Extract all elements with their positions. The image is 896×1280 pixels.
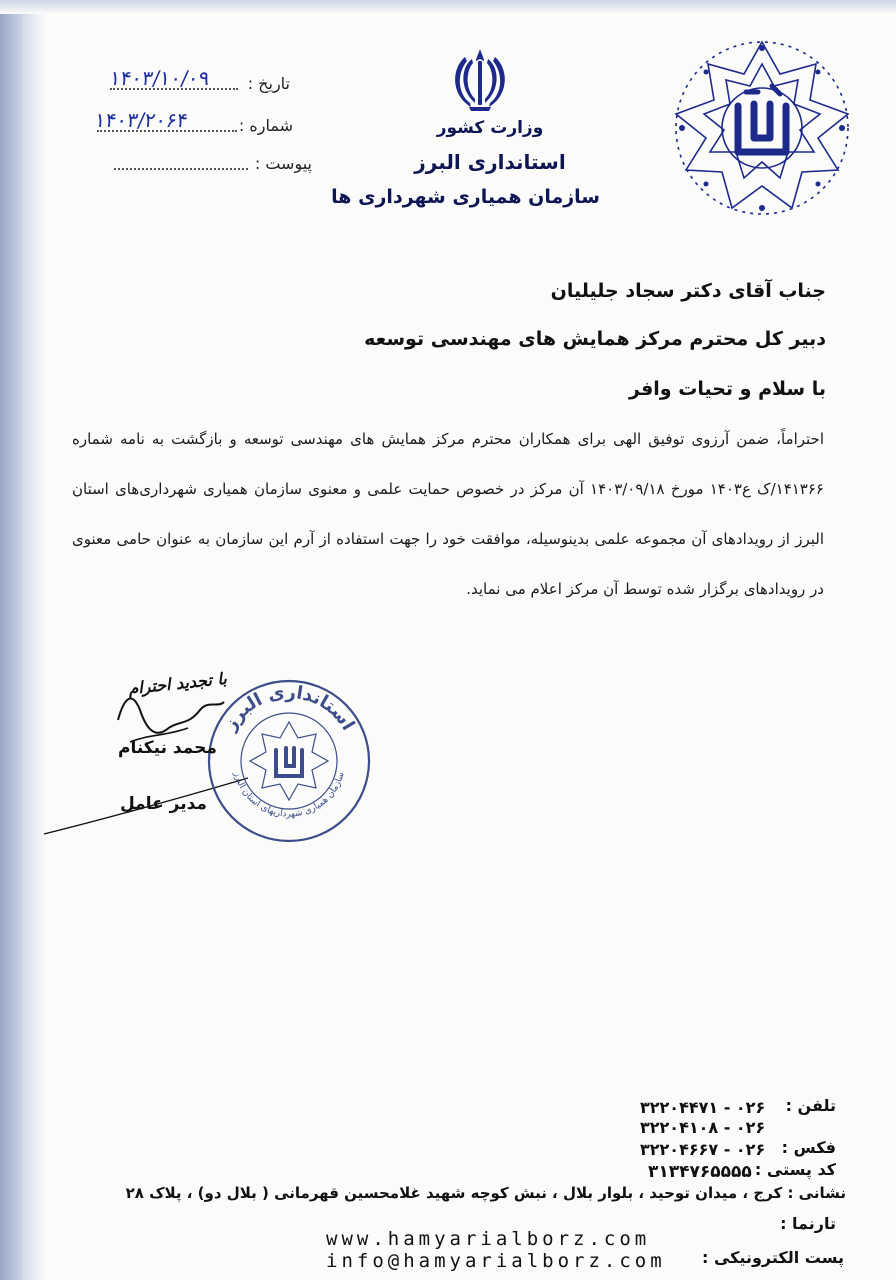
address-row <box>126 1184 846 1202</box>
fax-number: ۰۲۶ - ۳۲۲۰۴۶۶۷ <box>640 1140 766 1159</box>
phone-2: ۰۲۶ - ۳۲۲۰۴۱۰۸ <box>640 1118 766 1137</box>
closing-text: با تجدید احترام <box>127 668 228 699</box>
ministry-title: وزارت کشور <box>436 118 544 138</box>
attachment-dots <box>114 168 248 170</box>
date-value: ۱۴۰۳/۱۰/۰۹ <box>108 66 212 90</box>
address-value: کرج ، میدان توحید ، بلوار بلال ، نبش کوچه شهید غلامحسین قهرمانی ( بلال دو) ، پلاک ۲۸ <box>125 1184 783 1202</box>
attachment-field <box>110 154 312 178</box>
addressee-position: دبیر کل محترم مرکز همایش های مهندسی توسعه <box>364 328 826 350</box>
phone-label: تلفن : <box>785 1096 836 1115</box>
governorate-title: استانداری البرز <box>414 150 566 174</box>
number-label: شماره : <box>238 116 293 135</box>
signer-name: محمد نیکنام <box>118 738 217 758</box>
stamp-top-text: استانداری البرز <box>219 681 359 735</box>
number-value: ۱۴۰۳/۲۰۶۴ <box>93 108 190 132</box>
page-edge-shadow-dark <box>0 0 22 1280</box>
website-link[interactable]: www.hamyarialborz.com <box>326 1228 651 1250</box>
postal-label: کد پستی : <box>754 1160 836 1179</box>
postal-code: ۳۱۳۴۷۶۵۵۵۵ <box>648 1162 752 1182</box>
page-top-shadow <box>0 0 896 14</box>
signer-title: مدیر عامل <box>120 794 207 814</box>
number-field <box>93 108 293 140</box>
addressee-name: جناب آقای دکتر سجاد جلیلیان <box>550 280 826 302</box>
stamp-bottom-text: سازمان همیاری شهرداریهای استان البرز <box>231 770 347 820</box>
iran-emblem-icon <box>445 45 515 115</box>
website-label: تارنما : <box>780 1214 836 1233</box>
svg-text:استانداری البرز <box>219 682 358 735</box>
greeting: با سلام و تحیات وافر <box>629 378 826 400</box>
official-stamp <box>204 676 374 846</box>
email-link[interactable]: info@hamyarialborz.com <box>326 1250 666 1272</box>
date-label: تاریخ : <box>247 74 290 93</box>
fax-label: فکس : <box>781 1138 836 1157</box>
letter-body: احتراماً، ضمن آرزوی توفیق الهی برای همکاران محترم مرکز همایش های مهندسی توسعه و بازگشت به نامه شماره ۱۴۱۳۶۶/ک ع۱۴۰۳ مورخ ۱۴۰۳/۰۹/۱۸ آن مرکز در خصوص حمایت علمی و معنوی سازمان همیاری شهرداری‌های استان البرز از رویدادهای آن مجموعه علمی بدینوسیله، موافقت خود را جهت استفاده از آرم این سازمان به عنوان حامی معنوی در رویدادهای برگزار شده توسط آن مرکز اعلام می نماید. <box>72 430 824 598</box>
attachment-label: پیوست : <box>254 154 312 173</box>
phone-1: ۰۲۶ - ۳۲۲۰۴۴۷۱ <box>640 1098 766 1117</box>
address-label: نشانی : <box>787 1184 846 1202</box>
email-label: پست الکترونیکی : <box>701 1248 844 1267</box>
organization-logo-icon <box>668 34 856 222</box>
date-field <box>108 66 290 98</box>
organization-title: سازمان همیاری شهرداری ها <box>331 186 600 208</box>
